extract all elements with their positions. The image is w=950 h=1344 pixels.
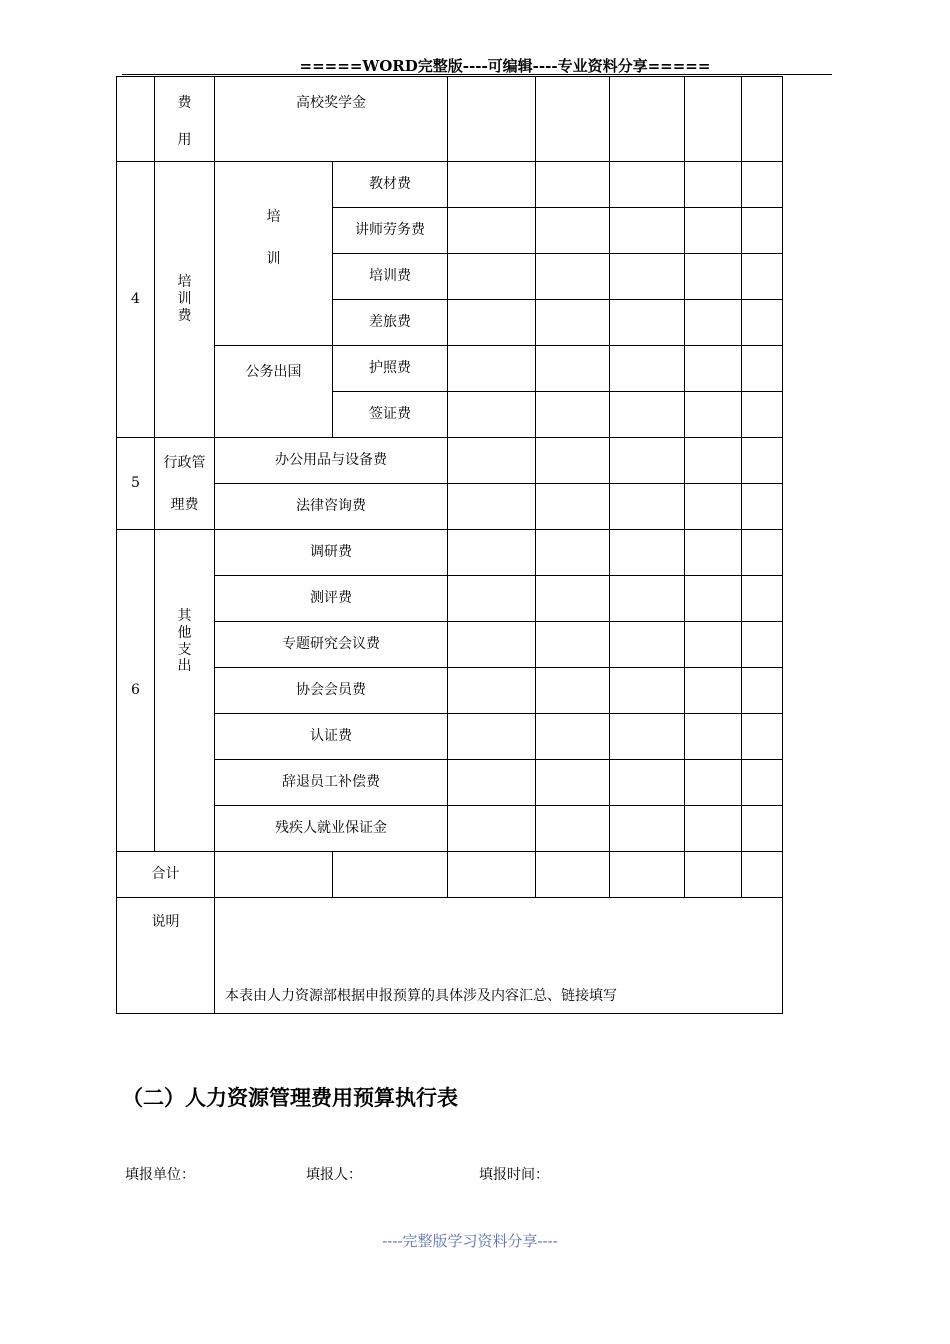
- value-cell[interactable]: [610, 714, 685, 760]
- item-cell: 高校奖学金: [215, 77, 448, 162]
- value-cell[interactable]: [448, 484, 536, 530]
- value-cell[interactable]: [448, 760, 536, 806]
- value-cell[interactable]: [742, 162, 783, 208]
- table-row: [117, 162, 783, 208]
- value-cell[interactable]: [610, 162, 685, 208]
- value-cell[interactable]: [685, 77, 742, 162]
- value-cell[interactable]: [448, 852, 536, 898]
- value-cell[interactable]: [536, 760, 610, 806]
- subcategory-cell: [215, 162, 333, 346]
- value-cell[interactable]: [685, 162, 742, 208]
- value-cell[interactable]: [610, 254, 685, 300]
- table-row: [117, 530, 783, 576]
- fill-person-label: 填报人：: [306, 1167, 362, 1183]
- subcategory-char: 培: [266, 209, 281, 225]
- value-cell[interactable]: [685, 576, 742, 622]
- value-cell[interactable]: [448, 668, 536, 714]
- header-banner: =====WORD完整版----可编辑----专业资料分享=====: [299, 57, 711, 75]
- value-cell[interactable]: [448, 254, 536, 300]
- value-cell[interactable]: [685, 852, 742, 898]
- table-row: [117, 714, 783, 760]
- category-label: 理费: [170, 496, 199, 513]
- value-cell[interactable]: [448, 300, 536, 346]
- value-cell[interactable]: [536, 668, 610, 714]
- value-cell[interactable]: [610, 438, 685, 484]
- value-cell[interactable]: [610, 576, 685, 622]
- value-cell[interactable]: [448, 392, 536, 438]
- value-cell[interactable]: [685, 208, 742, 254]
- value-cell[interactable]: [742, 208, 783, 254]
- subcategory-char: 训: [266, 251, 281, 267]
- category-char: 培: [177, 274, 192, 291]
- value-cell[interactable]: [685, 300, 742, 346]
- budget-table: [116, 76, 783, 1014]
- table-row: [117, 77, 783, 162]
- section-title: （二）人力资源管理费用预算执行表: [122, 1086, 458, 1110]
- value-cell[interactable]: [610, 806, 685, 852]
- value-cell[interactable]: [448, 346, 536, 392]
- value-cell[interactable]: [448, 162, 536, 208]
- value-cell[interactable]: [536, 300, 610, 346]
- value-cell[interactable]: [685, 622, 742, 668]
- category-char: 出: [177, 658, 192, 675]
- value-cell[interactable]: [536, 576, 610, 622]
- value-cell[interactable]: [742, 77, 783, 162]
- category-cell: [155, 77, 215, 162]
- value-cell[interactable]: [742, 622, 783, 668]
- category-cell: [155, 530, 215, 852]
- item-cell: 测评费: [215, 576, 448, 622]
- row-number-cell: [117, 77, 155, 162]
- value-cell[interactable]: [742, 806, 783, 852]
- header-divider: [122, 74, 832, 75]
- subcategory-cell: 公务出国: [215, 346, 333, 438]
- value-cell[interactable]: [215, 852, 333, 898]
- category-char: 支: [177, 641, 192, 658]
- category-char: 他: [177, 624, 192, 641]
- value-cell[interactable]: [610, 852, 685, 898]
- value-cell[interactable]: [536, 530, 610, 576]
- value-cell[interactable]: [448, 77, 536, 162]
- value-cell[interactable]: [742, 714, 783, 760]
- item-cell: 办公用品与设备费: [215, 438, 448, 484]
- value-cell[interactable]: [448, 438, 536, 484]
- category-label: 费: [177, 95, 192, 111]
- value-cell[interactable]: [333, 852, 448, 898]
- note-cell: [215, 898, 783, 1014]
- total-label: 合计: [117, 852, 215, 898]
- value-cell[interactable]: [448, 714, 536, 760]
- value-cell[interactable]: [685, 484, 742, 530]
- table-row: [117, 760, 783, 806]
- table-row: [117, 806, 783, 852]
- value-cell[interactable]: [685, 392, 742, 438]
- value-cell[interactable]: [448, 576, 536, 622]
- value-cell[interactable]: [536, 622, 610, 668]
- value-cell[interactable]: [742, 484, 783, 530]
- item-cell: 协会会员费: [215, 668, 448, 714]
- value-cell[interactable]: [536, 346, 610, 392]
- value-cell[interactable]: [448, 622, 536, 668]
- value-cell[interactable]: [685, 254, 742, 300]
- value-cell[interactable]: [685, 530, 742, 576]
- note-label: 说明: [117, 898, 215, 1014]
- item-cell: 认证费: [215, 714, 448, 760]
- value-cell[interactable]: [742, 438, 783, 484]
- value-cell[interactable]: [448, 530, 536, 576]
- value-cell[interactable]: [685, 438, 742, 484]
- value-cell[interactable]: [610, 760, 685, 806]
- value-cell[interactable]: [536, 438, 610, 484]
- table-row: [117, 484, 783, 530]
- item-cell: 调研费: [215, 530, 448, 576]
- value-cell[interactable]: [742, 254, 783, 300]
- value-cell[interactable]: [742, 346, 783, 392]
- item-cell: 法律咨询费: [215, 484, 448, 530]
- category-cell: [155, 162, 215, 438]
- value-cell[interactable]: [685, 346, 742, 392]
- value-cell[interactable]: [742, 576, 783, 622]
- note-row: [117, 898, 783, 1014]
- value-cell[interactable]: [536, 852, 610, 898]
- value-cell[interactable]: [742, 530, 783, 576]
- value-cell[interactable]: [685, 714, 742, 760]
- item-cell: 讲师劳务费: [333, 208, 448, 254]
- value-cell[interactable]: [742, 852, 783, 898]
- table-row: [117, 622, 783, 668]
- item-cell: 签证费: [333, 392, 448, 438]
- value-cell[interactable]: [610, 668, 685, 714]
- row-number-cell: 5: [117, 438, 155, 530]
- note-text: 本表由人力资源部根据申报预算的具体涉及内容汇总、链接填写: [225, 988, 617, 1005]
- value-cell[interactable]: [448, 806, 536, 852]
- table-row: [117, 668, 783, 714]
- item-cell: 培训费: [333, 254, 448, 300]
- value-cell[interactable]: [536, 162, 610, 208]
- row-number-cell: 4: [117, 162, 155, 438]
- footer-text: ----完整版学习资料分享----: [382, 1232, 558, 1250]
- value-cell[interactable]: [610, 530, 685, 576]
- value-cell[interactable]: [685, 806, 742, 852]
- item-cell: 护照费: [333, 346, 448, 392]
- value-cell[interactable]: [536, 208, 610, 254]
- category-char: 其: [177, 608, 192, 624]
- category-char: 训: [177, 291, 192, 308]
- value-cell[interactable]: [742, 300, 783, 346]
- item-cell: 教材费: [333, 162, 448, 208]
- row-number-cell: 6: [117, 530, 155, 852]
- value-cell[interactable]: [536, 77, 610, 162]
- category-label: 用: [177, 131, 192, 148]
- value-cell[interactable]: [742, 392, 783, 438]
- value-cell[interactable]: [742, 760, 783, 806]
- value-cell[interactable]: [610, 300, 685, 346]
- category-char: 费: [177, 307, 192, 324]
- item-cell: 专题研究会议费: [215, 622, 448, 668]
- value-cell[interactable]: [610, 484, 685, 530]
- value-cell[interactable]: [536, 392, 610, 438]
- item-cell: 差旅费: [333, 300, 448, 346]
- value-cell[interactable]: [610, 622, 685, 668]
- fill-unit-label: 填报单位：: [125, 1167, 195, 1183]
- value-cell[interactable]: [610, 208, 685, 254]
- table-row: [117, 438, 783, 484]
- value-cell[interactable]: [536, 254, 610, 300]
- value-cell[interactable]: [448, 208, 536, 254]
- value-cell[interactable]: [610, 77, 685, 162]
- category-cell: [155, 438, 215, 530]
- fill-time-label: 填报时间：: [479, 1167, 549, 1183]
- value-cell[interactable]: [742, 668, 783, 714]
- item-cell: 辞退员工补偿费: [215, 760, 448, 806]
- value-cell[interactable]: [536, 714, 610, 760]
- value-cell[interactable]: [610, 346, 685, 392]
- table-row: [117, 576, 783, 622]
- value-cell[interactable]: [685, 760, 742, 806]
- value-cell[interactable]: [536, 806, 610, 852]
- value-cell[interactable]: [685, 668, 742, 714]
- value-cell[interactable]: [610, 392, 685, 438]
- total-row: [117, 852, 783, 898]
- table-row: [117, 346, 783, 392]
- item-cell: 残疾人就业保证金: [215, 806, 448, 852]
- category-label: 行政管: [163, 454, 206, 471]
- value-cell[interactable]: [536, 484, 610, 530]
